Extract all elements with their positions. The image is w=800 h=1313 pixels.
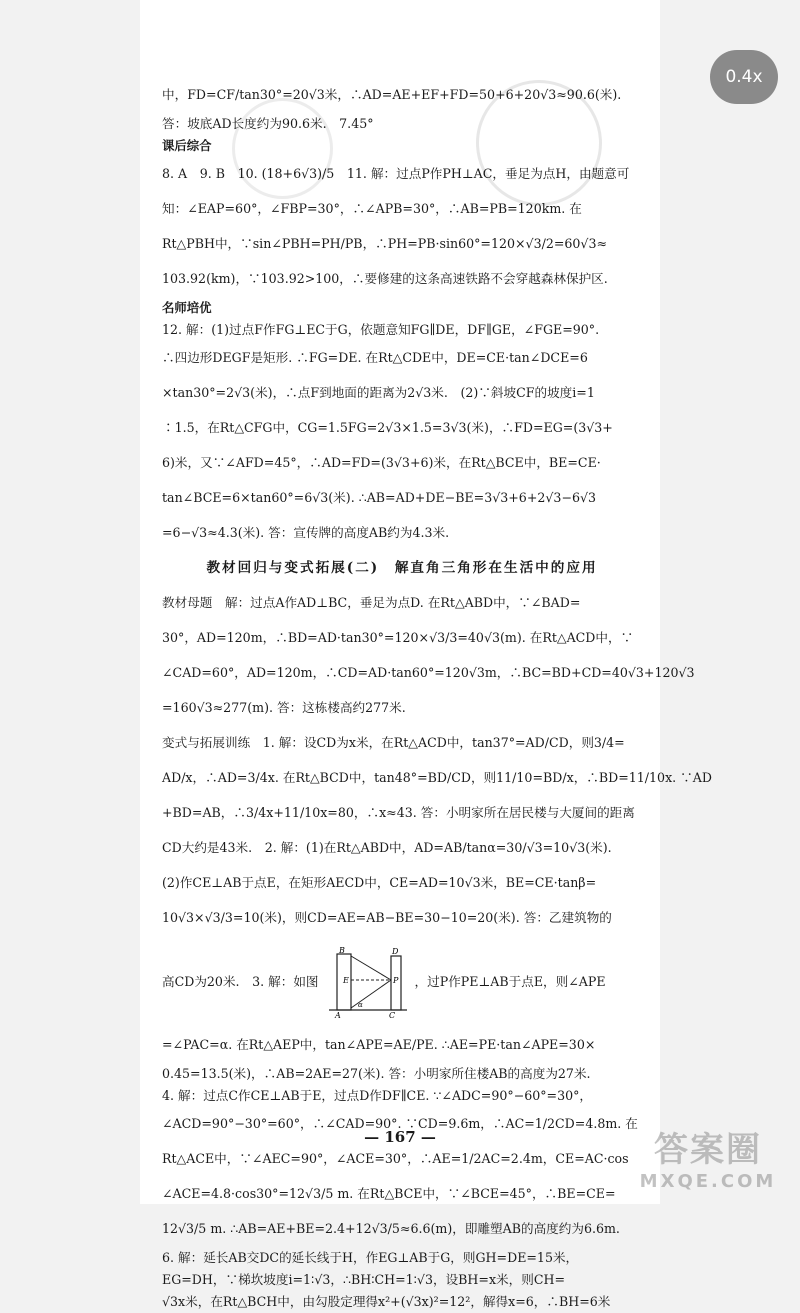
text-line: 4. 解：过点C作CE⊥AB于E，过点D作DF∥CE. ∵∠ADC=90°−60°=30°， (162, 1087, 593, 1103)
text-line: AD/x，∴AD=3/4x. 在Rt△BCD中，tan48°=BD/CD，则11/10=BD/x，∴BD=11/10x. ∵AD (162, 770, 712, 786)
text-line: 中，FD=CF/tan30°=20√3米，∴AD=AE+EF+FD=50+6+20√3≈90.6(米). (162, 87, 622, 103)
text-line: 变式与拓展训练 1. 解：设CD为x米，在Rt△ACD中，tan37°=AD/CD，则3/4= (162, 735, 625, 751)
text-line: tan∠BCE=6×tan60°=6√3(米). ∴AB=AD+DE−BE=3√3+6+2√3−6√3 (162, 490, 597, 506)
text-line: 30°，AD=120m，∴BD=AD·tan30°=120×√3/3=40√3(m). 在Rt△ACD中，∵ (162, 630, 634, 646)
text-line: ∠ACE=4.8·cos30°=12√3/5 m. 在Rt△BCE中，∵∠BCE=45°，∴BE=CE= (162, 1186, 616, 1202)
text-line: 教材母题 解：过点A作AD⊥BC，垂足为点D. 在Rt△ABD中，∵∠BAD= (162, 595, 581, 611)
text-line: 知：∠EAP=60°，∠FBP=30°，∴∠APB=30°，∴AB=PB=120km. 在 (162, 201, 582, 217)
text-line: 10√3×√3/3=10(米)，则CD=AE=AB−BE=30−10=20(米). 答：乙建筑物的 (162, 910, 612, 926)
text-line: 12. 解：(1)过点F作FG⊥EC于G，依题意知FG∥DE，DF∥GE，∠FGE=90°. (162, 321, 600, 337)
text-line: 0.45=13.5(米)，∴AB=2AE=27(米). 答：小明家所住楼AB的高度为27米. (162, 1065, 591, 1081)
text-line: 8. A 9. B 10. (18+6√3)/5 11. 解：过点P作PH⊥AC，垂足为点H，由题意可 (162, 166, 630, 182)
label-b: B (338, 946, 345, 955)
section-heading: 课后综合 (162, 137, 212, 153)
watermark-logo-url: MXQE.COM (639, 1171, 777, 1192)
label-alpha: α (357, 1001, 363, 1009)
text-fragment: ，过P作PE⊥AB于点E，则∠APE (414, 973, 606, 989)
playback-speed-button[interactable]: 0.4x (710, 50, 778, 104)
label-p: P (392, 976, 398, 985)
chapter-title: 教材回归与变式拓展(二) 解直角三角形在生活中的应用 (206, 559, 598, 576)
text-line: 6. 解：延长AB交DC的延长线于H，作EG⊥AB于G，则GH=DE=15米， (162, 1249, 579, 1265)
text-line: ∴四边形DEGF是矩形. ∴FG=DE. 在Rt△CDE中，DE=CE·tan∠DCE=6 (162, 350, 588, 366)
text-line: =∠PAC=α. 在Rt△AEP中，tan∠APE=AE/PE. ∴AE=PE·tan∠APE=30× (162, 1037, 596, 1053)
label-c: C (388, 1011, 395, 1020)
watermark-logo (620, 1112, 796, 1202)
text-line: Rt△PBH中，∵sin∠PBH=PH/PB，∴PH=PB·sin60°=120×√3/2=60√3≈ (162, 236, 608, 252)
text-line: ×tan30°=2√3(米)，∴点F到地面的距离为2√3米. (2)∵斜坡CF的坡度i=1 (162, 385, 595, 401)
text-line: EG=DH，∵梯坎坡度i=1∶√3，∴BH∶CH=1∶√3，设BH=x米，则CH= (162, 1271, 566, 1287)
label-d: D (391, 947, 398, 956)
figure-row (162, 936, 642, 1028)
text-line: √3x米，在Rt△BCH中，由勾股定理得x²+(√3x)²=12²，解得x=6，∴BH=6米 (162, 1293, 611, 1309)
text-line: (2)作CE⊥AB于点E，在矩形AECD中，CE=AD=10√3米，BE=CE·tanβ= (162, 875, 597, 891)
geometry-figure (325, 946, 409, 1018)
text-line: ∠ACD=90°−30°=60°，∴∠CAD=90°. ∵CD=9.6m，∴AC=1/2CD=4.8m. 在 (162, 1116, 638, 1132)
text-line: ∶1.5，在Rt△CFG中，CG=1.5FG=2√3×1.5=3√3(米)，∴FD=EG=(3√3+ (162, 420, 613, 436)
text-line: 12√3/5 m. ∴AB=AE+BE=2.4+12√3/5≈6.6(m)，即雕塑AB的高度约为6.6m. (162, 1221, 620, 1237)
text-line: 答：坡底AD长度约为90.6米. 7.45° (162, 115, 374, 131)
text-line: +BD=AB，∴3/4x+11/10x=80，∴x≈43. 答：小明家所在居民楼与大厦间的距离 (162, 805, 635, 821)
text-line: CD大约是43米. 2. 解：(1)在Rt△ABD中，AD=AB/tanα=30/√3=10√3(米). (162, 840, 612, 856)
label-a: A (334, 1011, 341, 1020)
page-number: — 167 — (364, 1128, 436, 1146)
text-line: =6−√3≈4.3(米). 答：宣传牌的高度AB约为4.3米. (162, 525, 450, 541)
text-line: =160√3≈277(m). 答：这栋楼高约277米. (162, 700, 406, 716)
text-line: Rt△ACE中，∵∠AEC=90°，∠ACE=30°，∴AE=1/2AC=2.4m，CE=AC·cos (162, 1151, 629, 1167)
section-heading: 名师培优 (162, 299, 212, 315)
text-line: ∠CAD=60°，AD=120m，∴CD=AD·tan60°=120√3m，∴BC=BD+CD=40√3+120√3 (162, 665, 695, 681)
label-e: E (342, 976, 349, 985)
watermark-logo-text: 答案圈 (654, 1130, 762, 1170)
text-line: 103.92(km)，∵103.92>100，∴要修建的这条高速铁路不会穿越森林保护区. (162, 271, 608, 287)
text-fragment: 高CD为20米. 3. 解：如图 (162, 973, 319, 989)
text-line: 6)米，又∵∠AFD=45°，∴AD=FD=(3√3+6)米，在Rt△BCE中，BE=CE· (162, 455, 601, 471)
